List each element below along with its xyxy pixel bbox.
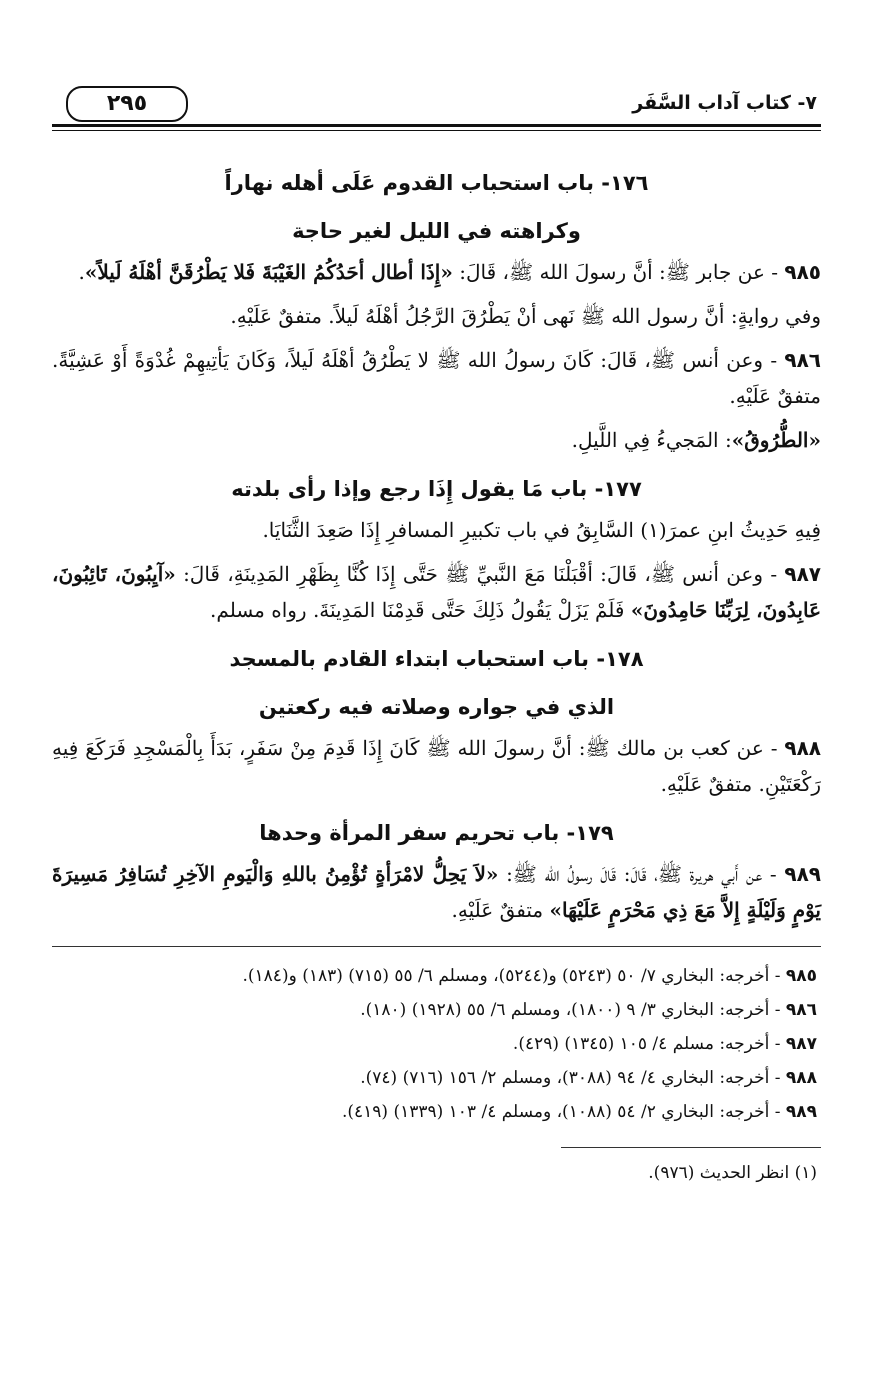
- section-heading: وكراهته في الليل لغير حاجة: [292, 219, 581, 243]
- hadith-paragraph: [52, 512, 821, 548]
- note-number: ٩٨٥: [785, 966, 817, 986]
- hadith-number: ٩٨٨: [784, 736, 821, 760]
- hadith-number: ٩٨٦: [784, 348, 821, 372]
- page-number: ٢٩٥: [66, 86, 188, 122]
- section-heading: ١٧٦- باب استحباب القدوم عَلَى أهله نهاراً: [224, 171, 649, 195]
- section-heading: ١٧٩- باب تحريم سفر المرأة وحدها: [259, 821, 614, 845]
- hadith-lead: - وعن أنس ﷺ، قَالَ: كَانَ رسولُ الله ﷺ لا يَطْرُقُ أهْلَهُ لَيلاً، وَكَانَ يَأتِيهِمْ غُدْوَةً أَوْ عَشِيَّةً. متفقٌ عَلَيْهِ.: [52, 348, 821, 408]
- source-note: [52, 1027, 821, 1061]
- hadith-text: «لاَ يَحِلُّ لامْرَأةٍ تُؤْمِنُ باللهِ وَالْيَومِ الآخِرِ تُسَافِرُ مَسِيرَةَ يَوْمٍ وَلَيْلَةٍ إِلاَّ مَعَ ذِي مَحْرَمٍ عَلَيْهَا»: [52, 862, 821, 922]
- note-number: ٩٨٧: [785, 1034, 817, 1054]
- page-body: [52, 168, 821, 1190]
- hadith-paragraph: [52, 856, 821, 928]
- hadith-tail: .: [78, 260, 85, 284]
- hadith-lead: - عن جابر ﷺ: أنَّ رسولَ الله ﷺ، قَالَ:: [452, 260, 785, 284]
- hadith-tail: : المَجيءُ فِي اللَّيلِ.: [571, 428, 732, 452]
- section-heading: ١٧٨- باب استحباب ابتداء القادم بالمسجد: [229, 647, 644, 671]
- hadith-tail: فَلَمْ يَزَلْ يَقُولُ ذَلِكَ حَتَّى قَدِمْنَا المَدِينَةَ. رواه مسلم.: [210, 598, 631, 622]
- hadith-tail: متفقٌ عَلَيْهِ.: [451, 898, 550, 922]
- hadith-number: ٩٨٩: [784, 862, 821, 886]
- source-note: [52, 1061, 821, 1095]
- hadith-paragraph: [52, 298, 821, 334]
- hadith-number: ٩٨٥: [784, 260, 821, 284]
- notes-divider: [52, 946, 821, 947]
- note-number: ٩٨٨: [785, 1068, 817, 1088]
- note-number: ٩٨٦: [785, 1000, 817, 1020]
- hadith-paragraph: [52, 422, 821, 458]
- source-note: [52, 993, 821, 1027]
- hadith-lead: - عن أَبي هريرة ﷺ، قَالَ: قَالَ رسولُ الله ﷺ:: [498, 862, 785, 886]
- source-note: [52, 1095, 821, 1129]
- source-note: [52, 959, 821, 993]
- hadith-lead: - وعن أنس ﷺ، قَالَ: أقْبَلْنَا مَعَ النَّبيِّ ﷺ حَتَّى إِذَا كُنَّا بِظَهْرِ المَدِينَةِ، قَالَ:: [175, 562, 785, 586]
- hadith-paragraph: [52, 254, 821, 290]
- hadith-lead: فِيهِ حَدِيثُ ابنِ عمرَ(١) السَّابِقُ في باب تكبيرِ المسافرِ إِذَا صَعِدَ الثَّنَايَا.: [262, 518, 821, 542]
- note-text: - أخرجه: البخاري ٣/ ٩ (١٨٠٠)، ومسلم ٦/ ٥٥ (١٩٢٨) (١٨٠).: [360, 1000, 786, 1020]
- footnote-divider: [561, 1147, 821, 1148]
- note-number: ٩٨٩: [785, 1102, 817, 1122]
- hadith-lead: وفي روايةٍ: أنَّ رسول الله ﷺ نَهى أنْ يَطْرُقَ الرَّجُلُ أهْلَهُ لَيلاً. متفقٌ عَلَيْهِ.: [230, 304, 821, 328]
- note-text: - أخرجه: مسلم ٤/ ١٠٥ (١٣٤٥) (٤٢٩).: [512, 1034, 786, 1054]
- section-heading: الذي في جواره وصلاته فيه ركعتين: [258, 695, 615, 719]
- hadith-text: «إِذَا أطال أحَدُكُمُ الغَيْبَةَ فَلا يَطْرُقَنَّ أهْلَهُ لَيلاً»: [84, 260, 453, 284]
- note-text: - أخرجه: البخاري ٧/ ٥٠ (٥٢٤٣) و(٥٢٤٤)، ومسلم ٦/ ٥٥ (٧١٥) (١٨٣) و(١٨٤).: [242, 966, 786, 986]
- header-rule-thin: [52, 130, 821, 131]
- chapter-title: ٧- كتاب آداب السَّفَر: [632, 92, 817, 114]
- hadith-text: «آيِبُونَ، تَائِبُونَ، عَابِدُونَ، لِرَبِّنَا حَامِدُونَ»: [52, 562, 821, 622]
- hadith-number: ٩٨٧: [784, 562, 821, 586]
- header-rule-thick: [52, 124, 821, 127]
- hadith-lead: - عن كعب بن مالك ﷺ: أنَّ رسولَ الله ﷺ كَانَ إِذَا قَدِمَ مِنْ سَفَرٍ، بَدَأَ بِالْمَسْجِدِ فَرَكَعَ فِيهِ رَكْعَتَيْنِ. متفقٌ عَلَيْهِ.: [52, 736, 821, 796]
- footnote: (١) انظر الحديث (٩٧٦).: [648, 1163, 817, 1183]
- page-header: [52, 82, 821, 126]
- hadith-text: «الطُّرُوقُ»: [731, 428, 821, 452]
- hadith-paragraph: [52, 342, 821, 414]
- section-heading: ١٧٧- باب مَا يقول إِذَا رجع وإذا رأى بلدته: [231, 477, 642, 501]
- note-text: - أخرجه: البخاري ٤/ ٩٤ (٣٠٨٨)، ومسلم ٢/ ١٥٦ (٧١٦) (٧٤).: [360, 1068, 786, 1088]
- hadith-paragraph: [52, 556, 821, 628]
- note-text: - أخرجه: البخاري ٢/ ٥٤ (١٠٨٨)، ومسلم ٤/ ١٠٣ (١٣٣٩) (٤١٩).: [341, 1102, 786, 1122]
- hadith-paragraph: [52, 730, 821, 802]
